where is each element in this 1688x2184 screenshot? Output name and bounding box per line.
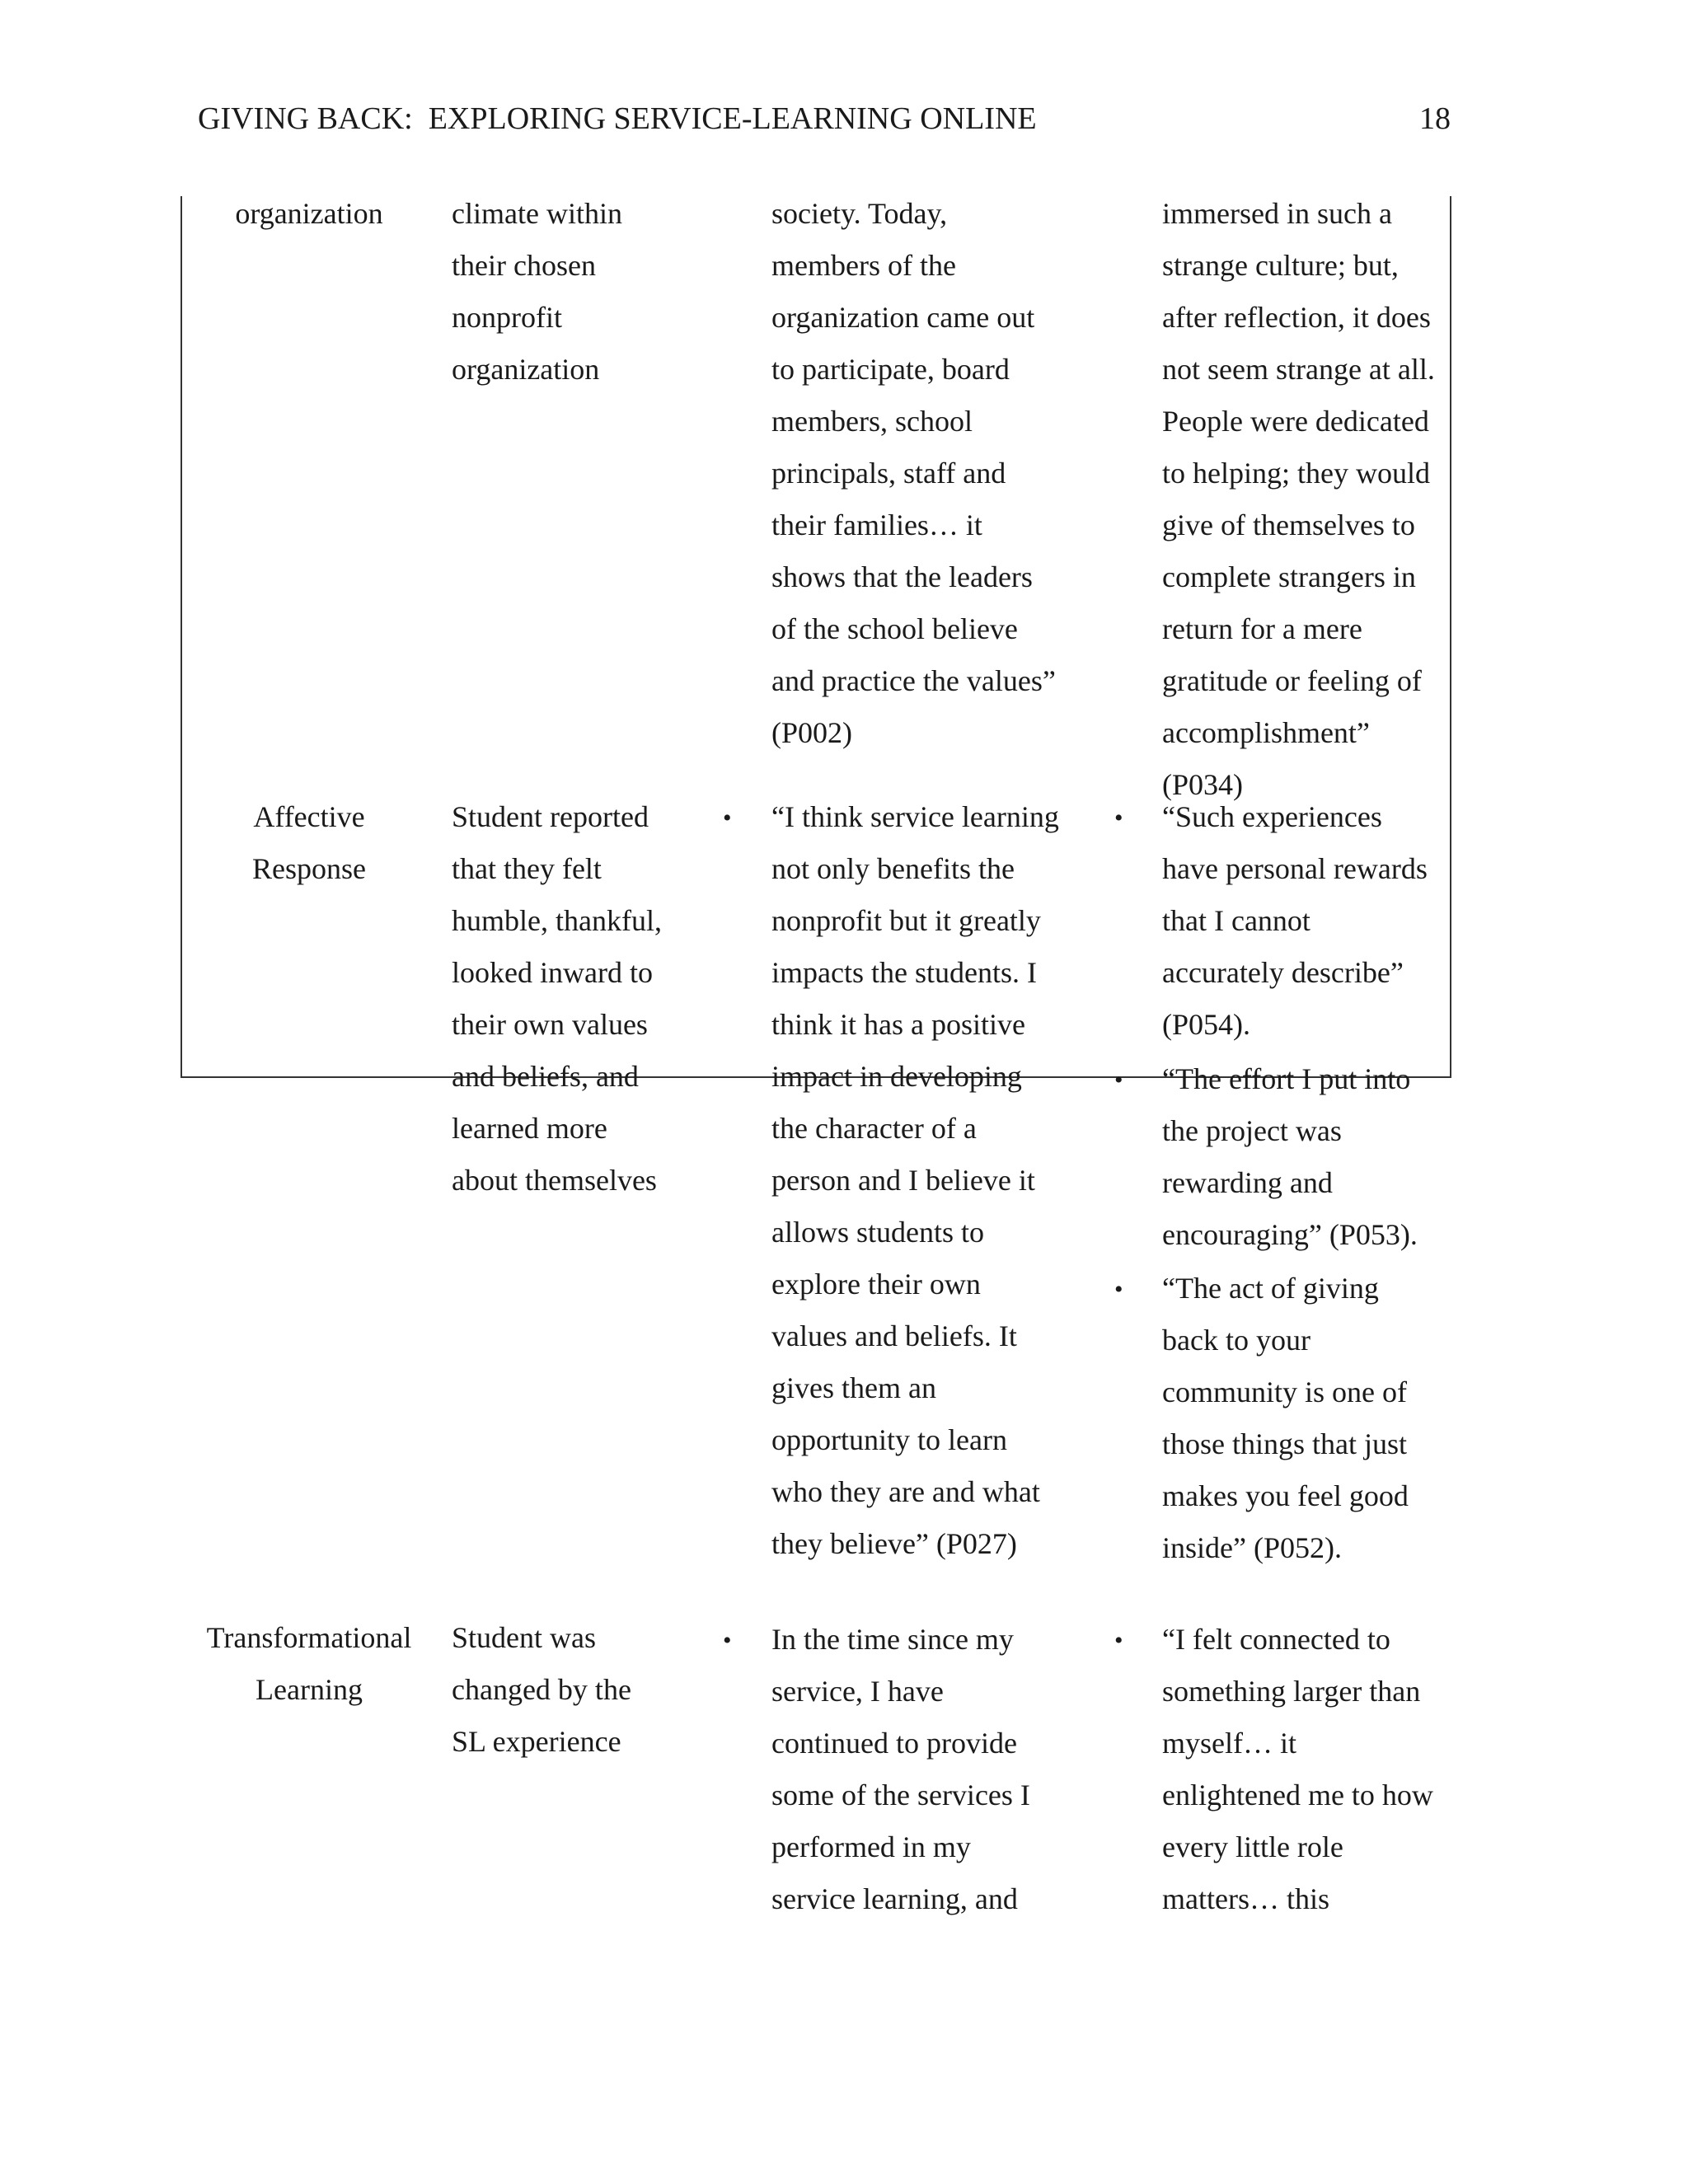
row3-example2-line: every little role [1162, 1830, 1343, 1863]
row2-definition [452, 791, 662, 1207]
row2-example2-line: accurately describe” [1162, 956, 1404, 989]
row2-example1-line: impact in developing [771, 1060, 1022, 1093]
row1-example2-line: give of themselves to [1162, 509, 1415, 541]
bullet-marker: • [723, 1627, 732, 1654]
running-header [198, 97, 1451, 140]
row1-example2-line: (P034) [1162, 768, 1243, 801]
row1-definition-line: their chosen [452, 249, 596, 282]
row2-example1 [771, 791, 1059, 1570]
row2-definition-line: looked inward to [452, 956, 653, 989]
row3-example1-line: performed in my [771, 1830, 971, 1863]
bullet-marker: • [723, 804, 732, 832]
bullet-marker: • [1114, 1627, 1123, 1654]
row3-definition-line: changed by the [452, 1673, 631, 1706]
row3-example1-line: service, I have [771, 1675, 944, 1708]
row2-example1-line: impacts the students. I [771, 956, 1037, 989]
row1-example1-line: and practice the values” [771, 664, 1056, 697]
row2-example2-line: “Such experiences [1162, 800, 1382, 833]
row2-example2-line: those things that just [1162, 1427, 1407, 1460]
row3-theme-line: Learning [256, 1673, 363, 1706]
row2-example2-line: “The effort I put into [1162, 1062, 1411, 1095]
row2-example2-line: that I cannot [1162, 904, 1311, 937]
row2-example1-line: opportunity to learn [771, 1423, 1007, 1456]
row1-example2 [1162, 188, 1435, 811]
row3-definition [452, 1612, 631, 1768]
row2-example2-line: encouraging” (P053). [1162, 1218, 1418, 1251]
row2-example1-line: explore their own [771, 1268, 981, 1301]
row3-example2-line: matters… this [1162, 1882, 1329, 1915]
row2-example1-line: values and beliefs. It [771, 1319, 1017, 1352]
row1-example2-line: to helping; they would [1162, 457, 1430, 490]
row1-example2-line: gratitude or feeling of [1162, 664, 1422, 697]
row1-example1-line: members of the [771, 249, 956, 282]
row2-example1-line: nonprofit but it greatly [771, 904, 1041, 937]
row2-example1-line: not only benefits the [771, 852, 1015, 885]
row1-definition-line: climate within [452, 197, 622, 230]
row2-example2-line: makes you feel good [1162, 1479, 1409, 1512]
row1-example1-line: principals, staff and [771, 457, 1006, 490]
row3-example1-line: service learning, and [771, 1882, 1018, 1915]
bullet-marker: • [1114, 1276, 1123, 1303]
row1-example1-line: of the school believe [771, 612, 1018, 645]
row3-theme [185, 1612, 433, 1716]
row1-example1-line: shows that the leaders [771, 560, 1033, 593]
row2-example1-line: the character of a [771, 1112, 977, 1145]
row1-example2-line: immersed in such a [1162, 197, 1392, 230]
row3-example2-line: “I felt connected to [1162, 1623, 1390, 1656]
row2-example2-line: (P054). [1162, 1008, 1250, 1041]
row2-example2-line: the project was [1162, 1114, 1342, 1147]
row3-example2-line: something larger than [1162, 1675, 1421, 1708]
row1-example2-line: complete strangers in [1162, 560, 1416, 593]
row2-theme [185, 791, 433, 895]
row3-definition-line: SL experience [452, 1725, 621, 1758]
row1-example2-line: accomplishment” [1162, 716, 1370, 749]
row3-example1-line: In the time since my [771, 1623, 1014, 1656]
row2-example2-line: “The act of giving [1162, 1272, 1379, 1305]
row1-definition-line: nonprofit [452, 301, 562, 334]
row2-theme-line: Affective [253, 800, 365, 833]
row1-example1-line: (P002) [771, 716, 852, 749]
row1-example1 [771, 188, 1056, 759]
row1-example2-line: return for a mere [1162, 612, 1362, 645]
row2-example2-line: back to your [1162, 1324, 1311, 1357]
row2-example1-line: who they are and what [771, 1475, 1040, 1508]
row1-example1-line: organization came out [771, 301, 1035, 334]
row1-example1-line: members, school [771, 405, 973, 438]
row2-definition-line: their own values [452, 1008, 648, 1041]
row2-example2-a [1162, 791, 1428, 1051]
row3-theme-line: Transformational [206, 1621, 412, 1654]
running-head-title: GIVING BACK: EXPLORING SERVICE-LEARNING ONLINE [198, 101, 1037, 136]
row2-example1-line: allows students to [771, 1216, 984, 1249]
row1-example2-line: strange culture; but, [1162, 249, 1399, 282]
row2-example1-line: gives them an [771, 1371, 936, 1404]
row1-example2-line: not seem strange at all. [1162, 353, 1435, 386]
row3-example1 [771, 1614, 1030, 1925]
row2-example2-line: have personal rewards [1162, 852, 1428, 885]
row2-definition-line: and beliefs, and [452, 1060, 639, 1093]
row1-theme-line: organization [235, 197, 383, 230]
page-number: 18 [1419, 101, 1451, 136]
row1-example2-line: People were dedicated [1162, 405, 1429, 438]
row1-example2-line: after reflection, it does [1162, 301, 1431, 334]
bullet-marker: • [1114, 1066, 1123, 1094]
row3-definition-line: Student was [452, 1621, 596, 1654]
row2-example1-line: they believe” (P027) [771, 1527, 1017, 1560]
row2-example2-line: inside” (P052). [1162, 1531, 1342, 1564]
bullet-marker: • [1114, 804, 1123, 832]
row2-example2-line: community is one of [1162, 1376, 1407, 1408]
row2-theme-line: Response [252, 852, 366, 885]
row2-example1-line: “I think service learning [771, 800, 1059, 833]
row1-definition-line: organization [452, 353, 600, 386]
row2-example1-line: think it has a positive [771, 1008, 1025, 1041]
row2-example2-b [1162, 1053, 1418, 1261]
row2-definition-line: humble, thankful, [452, 904, 662, 937]
row2-definition-line: that they felt [452, 852, 602, 885]
row2-example2-c [1162, 1263, 1409, 1574]
row2-definition-line: about themselves [452, 1164, 657, 1197]
row1-definition [452, 188, 622, 396]
row3-example2 [1162, 1614, 1433, 1925]
row1-example1-line: their families… it [771, 509, 982, 541]
row2-example2-line: rewarding and [1162, 1166, 1333, 1199]
row1-example1-line: society. Today, [771, 197, 948, 230]
row2-definition-line: Student reported [452, 800, 649, 833]
row1-example1-line: to participate, board [771, 353, 1010, 386]
row1-theme [185, 188, 433, 240]
row2-example1-line: person and I believe it [771, 1164, 1035, 1197]
row3-example2-line: myself… it [1162, 1727, 1296, 1760]
row2-definition-line: learned more [452, 1112, 607, 1145]
row3-example1-line: continued to provide [771, 1727, 1017, 1760]
row3-example1-line: some of the services I [771, 1779, 1030, 1811]
row3-example2-line: enlightened me to how [1162, 1779, 1433, 1811]
